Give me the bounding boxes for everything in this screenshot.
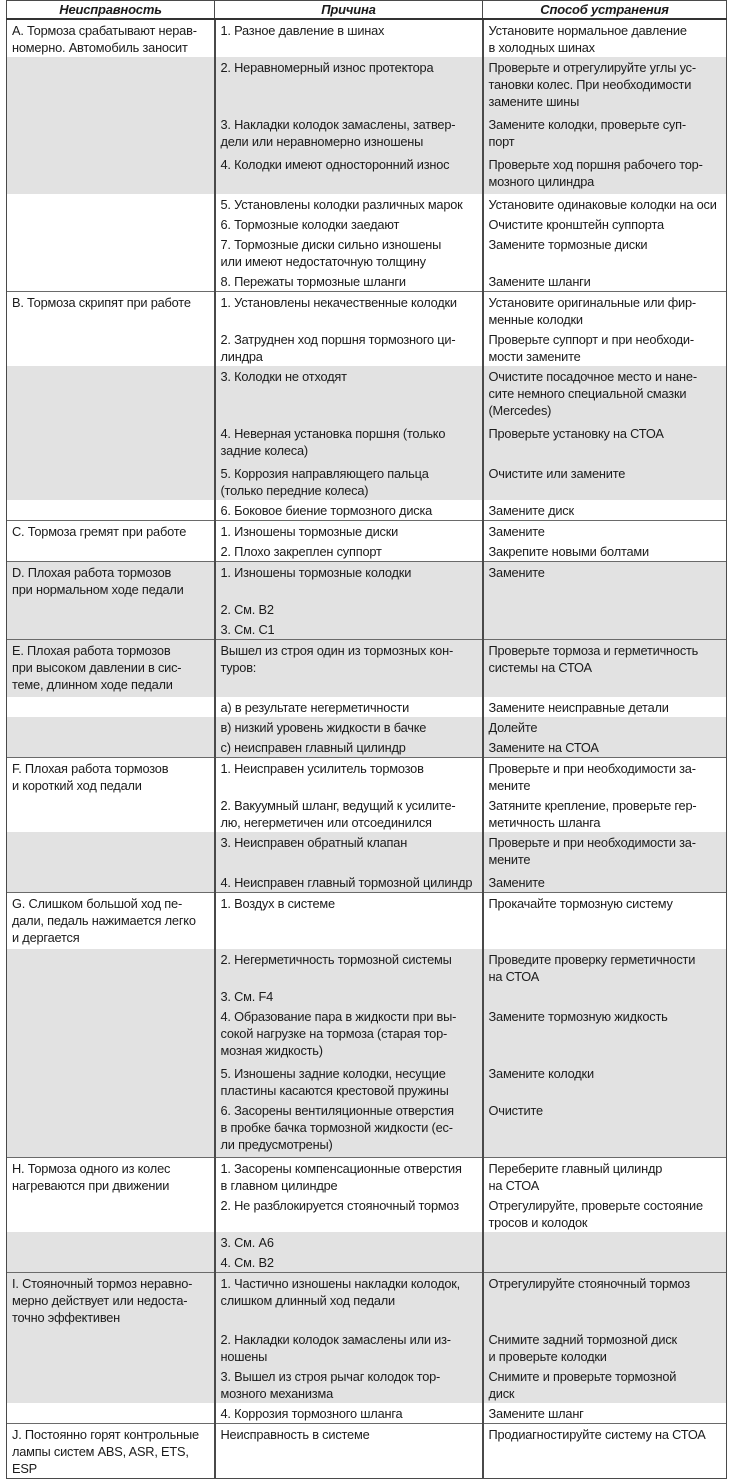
fix-cell: Замените шланг [483,1403,727,1424]
issue-cell [7,57,215,114]
cause-cell: 6. Боковое биение тормозного диска [215,500,483,521]
cause-cell: 3. См. F4 [215,986,483,1006]
table-row [7,737,727,758]
fix-cell: Переберите главный цилиндр на СТОА [483,1157,727,1195]
issue-cell [7,697,215,717]
fix-cell: Проведите проверку герметичности на СТОА [483,949,727,986]
issue-cell [7,271,215,292]
table-row [7,1329,727,1366]
table-row [7,329,727,366]
cause-cell: 4. Коррозия тормозного шланга [215,1403,483,1424]
issue-cell [7,1252,215,1273]
issue-cell [7,194,215,214]
cause-cell: Неисправность в системе [215,1424,483,1479]
issue-cell: E. Плохая работа тормозов при высоком давлении в сис- теме, длинном ходе педали [7,640,215,697]
issue-cell [7,832,215,872]
issue-cell: G. Слишком большой ход пе- дали, педаль нажимается легко и дергается [7,892,215,949]
issue-cell [7,463,215,500]
fix-cell: Отрегулируйте стояночный тормоз [483,1272,727,1329]
cause-cell: 2. Вакуумный шланг, ведущий к усилите- лю, негерметичен или отсоединился [215,795,483,832]
cause-cell: 1. Установлены некачественные колодки [215,292,483,330]
cause-cell: 2. Негерметичность тормозной системы [215,949,483,986]
fix-cell: Замените колодки [483,1063,727,1100]
cause-cell: 3. См. A6 [215,1232,483,1252]
issue-cell [7,500,215,521]
table-row [7,697,727,717]
table-row [7,1063,727,1100]
cause-cell: 3. Неисправен обратный клапан [215,832,483,872]
cause-cell: 3. Накладки колодок замаслены, затвер- дели или неравномерно изношены [215,114,483,154]
issue-cell [7,154,215,194]
cause-cell: 1. Изношены тормозные диски [215,521,483,542]
fix-cell: Проверьте тормоза и герметичность системы на СТОА [483,640,727,697]
header-row [7,1,727,20]
table-row [7,1006,727,1063]
table-row [7,234,727,271]
fix-cell: Закрепите новыми болтами [483,541,727,562]
table-row [7,1157,727,1195]
table-row [7,949,727,986]
issue-cell [7,1195,215,1232]
cause-cell: с) неисправен главный цилиндр [215,737,483,758]
table-row [7,1272,727,1329]
cause-cell: 4. Колодки имеют односторонний износ [215,154,483,194]
cause-cell: 3. См. C1 [215,619,483,640]
fix-cell: Замените [483,521,727,542]
fix-cell: Замените шланги [483,271,727,292]
table-row [7,986,727,1006]
fix-cell: Замените [483,872,727,893]
cause-cell: 6. Тормозные колодки заедают [215,214,483,234]
fix-cell: Замените [483,562,727,600]
header-fix: Способ устранения [483,1,727,20]
cause-cell: 2. См. B2 [215,599,483,619]
cause-cell: 8. Пережаты тормозные шланги [215,271,483,292]
issue-cell [7,1006,215,1063]
cause-cell: 4. Неверная установка поршня (только задние колеса) [215,423,483,463]
issue-cell [7,717,215,737]
issue-cell [7,1100,215,1157]
fix-cell: Продиагностируйте систему на СТОА [483,1424,727,1479]
issue-cell [7,1403,215,1424]
table-row [7,1232,727,1252]
table-row [7,795,727,832]
fix-cell: Замените тормозную жидкость [483,1006,727,1063]
cause-cell: в) низкий уровень жидкости в бачке [215,717,483,737]
table-row [7,872,727,893]
table-row [7,1195,727,1232]
cause-cell: 1. Воздух в системе [215,892,483,949]
fix-cell: Замените колодки, проверьте суп- порт [483,114,727,154]
cause-cell: 5. Установлены колодки различных марок [215,194,483,214]
cause-cell: 2. Плохо закреплен суппорт [215,541,483,562]
cause-cell: 7. Тормозные диски сильно изношены или имеют недостаточную толщину [215,234,483,271]
table-row [7,154,727,194]
fix-cell: Проверьте и отрегулируйте углы ус- тановки колес. При необходимости замените шины [483,57,727,114]
cause-cell: 2. Не разблокируется стояночный тормоз [215,1195,483,1232]
issue-cell [7,1063,215,1100]
header-issue: Неисправность [7,1,215,20]
fix-cell [483,619,727,640]
fix-cell: Отрегулируйте, проверьте состояние тросов и колодок [483,1195,727,1232]
cause-cell: 4. Образование пара в жидкости при вы- сокой нагрузке на тормоза (старая тор- мозная жидкость) [215,1006,483,1063]
issue-cell: J. Постоянно горят контрольные лампы систем ABS, ASR, ETS, ESP [7,1424,215,1479]
table-row [7,366,727,423]
table-row [7,619,727,640]
table-row [7,599,727,619]
issue-cell [7,737,215,758]
issue-cell: B. Тормоза скрипят при работе [7,292,215,330]
issue-cell [7,366,215,423]
issue-cell [7,986,215,1006]
cause-cell: 2. Затруднен ход поршня тормозного ци- линдра [215,329,483,366]
issue-cell: F. Плохая работа тормозов и короткий ход педали [7,757,215,795]
issue-cell [7,1329,215,1366]
fix-cell: Замените неисправные детали [483,697,727,717]
fix-cell: Проверьте суппорт и при необходи- мости замените [483,329,727,366]
fix-cell: Затяните крепление, проверьте гер- метичность шланга [483,795,727,832]
table-row [7,892,727,949]
table-row [7,1252,727,1273]
fix-cell: Очистите посадочное место и нане- сите немного специальной смазки (Mercedes) [483,366,727,423]
fix-cell: Очистите кронштейн суппорта [483,214,727,234]
table-row [7,521,727,542]
fix-cell: Замените диск [483,500,727,521]
cause-cell: 4. Неисправен главный тормозной цилиндр [215,872,483,893]
fix-cell: Проверьте и при необходимости за- мените [483,757,727,795]
fix-cell: Долейте [483,717,727,737]
cause-cell: 1. Изношены тормозные колодки [215,562,483,600]
fix-cell: Установите нормальное давление в холодных шинах [483,19,727,57]
table-row [7,1403,727,1424]
table-row [7,717,727,737]
table-row [7,292,727,330]
cause-cell: 3. Колодки не отходят [215,366,483,423]
table-row [7,500,727,521]
table-row [7,271,727,292]
cause-cell: 1. Неисправен усилитель тормозов [215,757,483,795]
issue-cell [7,234,215,271]
issue-cell [7,214,215,234]
fix-cell: Очистите или замените [483,463,727,500]
table-row [7,1100,727,1157]
cause-cell: а) в результате негерметичности [215,697,483,717]
issue-cell: C. Тормоза гремят при работе [7,521,215,542]
issue-cell [7,329,215,366]
cause-cell: 6. Засорены вентиляционные отверстия в пробке бачка тормозной жидкости (ес- ли предусмотрены) [215,1100,483,1157]
fix-cell: Проверьте и при необходимости за- мените [483,832,727,872]
issue-cell [7,599,215,619]
troubleshooting-table [6,0,727,1479]
fix-cell: Замените на СТОА [483,737,727,758]
cause-cell: 1. Разное давление в шинах [215,19,483,57]
issue-cell: A. Тормоза срабатывают нерав- номерно. Автомобиль заносит [7,19,215,57]
fix-cell: Снимите задний тормозной диск и проверьте колодки [483,1329,727,1366]
issue-cell [7,423,215,463]
cause-cell: 5. Изношены задние колодки, несущие пластины касаются крестовой пружины [215,1063,483,1100]
table-row [7,562,727,600]
cause-cell: Вышел из строя один из тормозных кон- туров: [215,640,483,697]
fix-cell: Снимите и проверьте тормозной диск [483,1366,727,1403]
table-row [7,1366,727,1403]
cause-cell: 5. Коррозия направляющего пальца (только передние колеса) [215,463,483,500]
issue-cell: I. Стояночный тормоз неравно- мерно действует или недоста- точно эффективен [7,1272,215,1329]
table-row [7,1424,727,1479]
issue-cell [7,114,215,154]
issue-cell [7,541,215,562]
table-row [7,757,727,795]
fix-cell: Проверьте ход поршня рабочего тор- мозного цилиндра [483,154,727,194]
fix-cell: Установите одинаковые колодки на оси [483,194,727,214]
fix-cell: Установите оригинальные или фир- менные колодки [483,292,727,330]
fix-cell [483,599,727,619]
table-row [7,114,727,154]
issue-cell [7,872,215,893]
table-row [7,194,727,214]
cause-cell: 1. Засорены компенсационные отверстия в главном цилиндре [215,1157,483,1195]
fix-cell [483,1232,727,1252]
issue-cell [7,1366,215,1403]
table-row [7,541,727,562]
cause-cell: 4. См. B2 [215,1252,483,1273]
table-row [7,640,727,697]
table-row [7,57,727,114]
cause-cell: 2. Накладки колодок замаслены или из- ношены [215,1329,483,1366]
issue-cell: H. Тормоза одного из колес нагреваются при движении [7,1157,215,1195]
issue-cell [7,619,215,640]
table-row [7,214,727,234]
fix-cell [483,1252,727,1273]
fix-cell [483,986,727,1006]
cause-cell: 2. Неравномерный износ протектора [215,57,483,114]
issue-cell [7,949,215,986]
fix-cell: Очистите [483,1100,727,1157]
issue-cell: D. Плохая работа тормозов при нормальном ходе педали [7,562,215,600]
table-body [7,19,727,1479]
cause-cell: 3. Вышел из строя рычаг колодок тор- мозного механизма [215,1366,483,1403]
table-row [7,463,727,500]
table-row [7,832,727,872]
issue-cell [7,1232,215,1252]
table-row [7,19,727,57]
table-row [7,423,727,463]
fix-cell: Проверьте установку на СТОА [483,423,727,463]
issue-cell [7,795,215,832]
cause-cell: 1. Частично изношены накладки колодок, слишком длинный ход педали [215,1272,483,1329]
fix-cell: Замените тормозные диски [483,234,727,271]
fix-cell: Прокачайте тормозную систему [483,892,727,949]
header-cause: Причина [215,1,483,20]
